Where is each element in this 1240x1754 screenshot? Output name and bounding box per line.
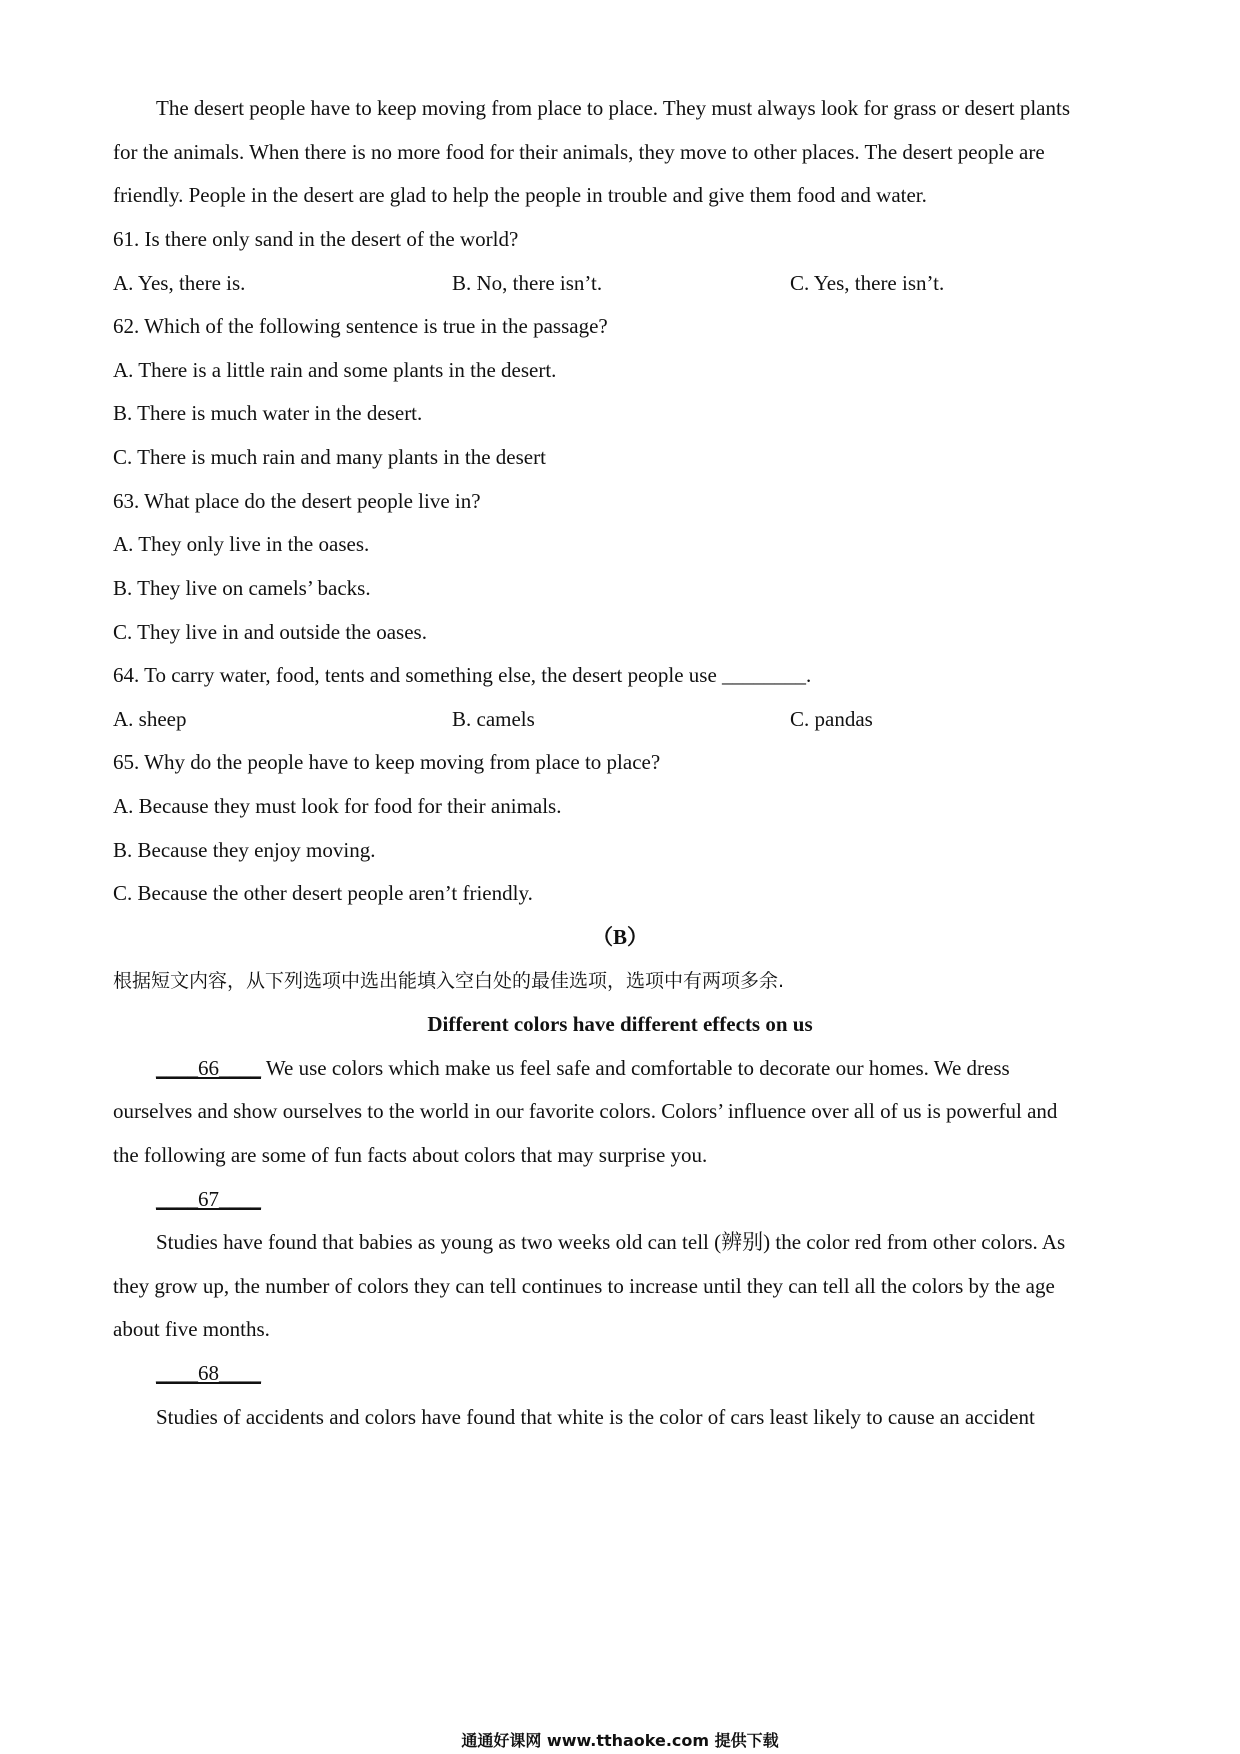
question-64-option-b: B. camels: [452, 707, 535, 731]
passage-b-para2-line-3: about five months.: [113, 1317, 270, 1341]
section-b-heading: （B）: [591, 925, 648, 949]
passage-a-line-3: friendly. People in the desert are glad to help the people in trouble and give them food and water.: [113, 183, 927, 207]
passage-b-para1-line-1: [156, 1055, 1010, 1081]
passage-b-para1-line-2: ourselves and show ourselves to the world in our favorite colors. Colors’ influence over all of us is powerful and: [113, 1099, 1058, 1123]
blank-68: [156, 1360, 261, 1386]
question-64-stem: 64. To carry water, food, tents and something else, the desert people use ________.: [113, 663, 812, 687]
question-61-option-b: B. No, there isn’t.: [452, 271, 603, 295]
blank-66: ____66____: [156, 1056, 261, 1080]
question-61-option-c: C. Yes, there isn’t.: [790, 271, 945, 295]
question-62-option-a: A. There is a little rain and some plants in the desert.: [113, 358, 557, 382]
para1-text: We use colors which make us feel safe and comfortable to decorate our homes. We dress: [265, 1056, 1010, 1080]
question-64-option-c: C. pandas: [790, 707, 873, 731]
passage-b-para2-line-2: they grow up, the number of colors they can tell continues to increase until they can tell all the colors by the age: [113, 1274, 1055, 1298]
passage-b-para1-line-3: the following are some of fun facts about colors that may surprise you.: [113, 1143, 708, 1167]
question-62-stem: 62. Which of the following sentence is true in the passage?: [113, 314, 608, 338]
question-62-option-c: C. There is much rain and many plants in the desert: [113, 445, 546, 469]
blank-67: [156, 1186, 261, 1212]
passage-b-para2-line-1: Studies have found that babies as young as two weeks old can tell (辨别) the color red from other colors. As: [156, 1230, 1066, 1254]
blank-67-text: ____67____: [156, 1187, 261, 1211]
question-63-option-a: A. They only live in the oases.: [113, 532, 370, 556]
passage-a-line-1: The desert people have to keep moving from place to place. They must always look for grass or desert plants: [156, 96, 1071, 120]
question-65-stem: 65. Why do the people have to keep moving from place to place?: [113, 750, 661, 774]
question-63-option-c: C. They live in and outside the oases.: [113, 620, 427, 644]
question-64-option-a: A. sheep: [113, 707, 187, 731]
question-63-stem: 63. What place do the desert people live in?: [113, 489, 481, 513]
question-61-stem: 61. Is there only sand in the desert of the world?: [113, 227, 519, 251]
passage-a-line-2: for the animals. When there is no more food for their animals, they move to other places. The desert people are: [113, 140, 1045, 164]
question-65-option-b: B. Because they enjoy moving.: [113, 838, 376, 862]
passage-b-title: Different colors have different effects on us: [427, 1012, 813, 1036]
question-63-option-b: B. They live on camels’ backs.: [113, 576, 371, 600]
blank-68-text: ____68____: [156, 1361, 261, 1385]
question-65-option-c: C. Because the other desert people aren’t friendly.: [113, 881, 533, 905]
question-62-option-b: B. There is much water in the desert.: [113, 401, 423, 425]
question-61-option-a: A. Yes, there is.: [113, 271, 246, 295]
page-footer: 通通好课网 www.tthaoke.com 提供下载: [461, 1731, 779, 1750]
question-65-option-a: A. Because they must look for food for their animals.: [113, 794, 562, 818]
section-b-instruction: 根据短文内容，从下列选项中选出能填入空白处的最佳选项，选项中有两项多余.: [113, 970, 785, 992]
passage-b-para3-line-1: Studies of accidents and colors have found that white is the color of cars least likely to cause an accident: [156, 1405, 1035, 1429]
